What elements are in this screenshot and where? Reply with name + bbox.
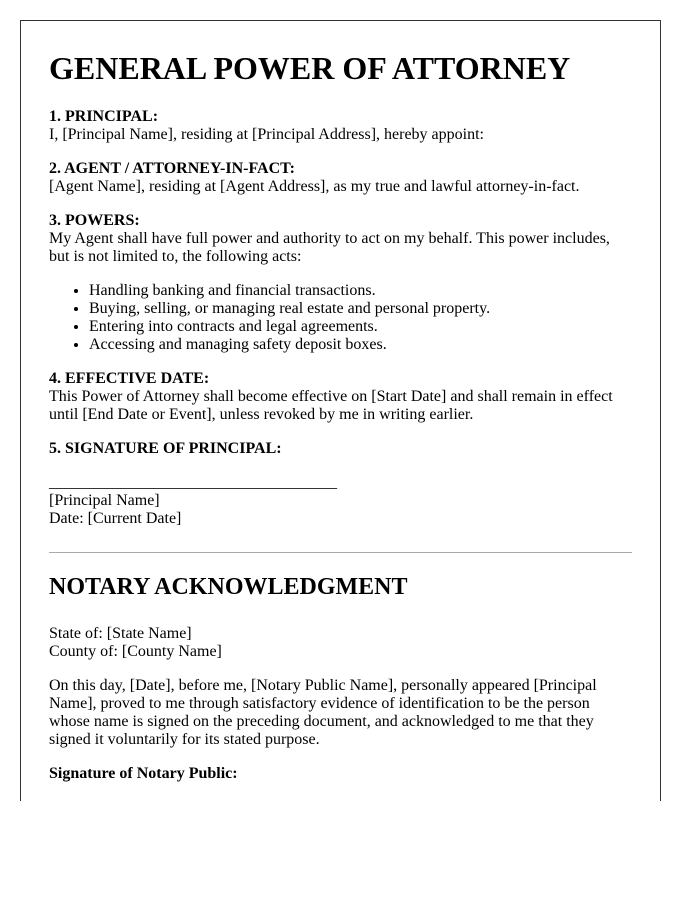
principal-signature-line: ____________________________________ (49, 474, 337, 491)
section-principal (49, 108, 632, 144)
section-effective-date-heading: 4. EFFECTIVE DATE: (49, 370, 210, 387)
notary-title: NOTARY ACKNOWLEDGMENT (49, 574, 408, 600)
signature-date: Date: [Current Date] (49, 510, 182, 527)
notary-signature-label: Signature of Notary Public: (49, 765, 238, 782)
principal-name: [Principal Name] (49, 492, 160, 509)
notary-signature (49, 765, 632, 783)
section-powers-heading: 3. POWERS: (49, 212, 140, 229)
document-page (20, 20, 661, 801)
section-principal-heading: 1. PRINCIPAL: (49, 108, 159, 125)
notary-location (49, 625, 632, 661)
document-title: GENERAL POWER OF ATTORNEY (49, 50, 571, 86)
section-agent-text: [Agent Name], residing at [Agent Address], as my true and lawful attorney-in-fact. (49, 178, 580, 195)
principal-signature-block (49, 474, 632, 528)
powers-list (49, 282, 632, 354)
section-powers (49, 212, 632, 266)
notary-state: State of: [State Name] (49, 625, 192, 642)
section-signature (49, 440, 632, 458)
powers-list-item: • Buying, selling, or managing real estate and personal property. (89, 300, 632, 318)
section-signature-heading: 5. SIGNATURE OF PRINCIPAL: (49, 440, 282, 457)
powers-list-item: • Handling banking and financial transactions. (89, 282, 632, 300)
section-agent-heading: 2. AGENT / ATTORNEY-IN-FACT: (49, 160, 295, 177)
section-powers-text: My Agent shall have full power and authority to act on my behalf. This power includes, but is not limited to, the following acts: (49, 230, 610, 265)
notary-county: County of: [County Name] (49, 643, 222, 660)
section-agent (49, 160, 632, 196)
notary-statement: On this day, [Date], before me, [Notary Public Name], personally appeared [Principal Name], proved to me through satisfactory evidence of identification to be the person whose name is signed on the preceding document, and acknowledged to me that they signed it voluntarily for its stated purpose. (49, 677, 597, 748)
powers-list-item: • Accessing and managing safety deposit boxes. (89, 336, 632, 354)
section-effective-date (49, 370, 632, 424)
section-principal-text: I, [Principal Name], residing at [Principal Address], hereby appoint: (49, 126, 484, 143)
section-effective-date-text: This Power of Attorney shall become effective on [Start Date] and shall remain in effect until [End Date or Event], unless revoked by me in writing earlier. (49, 388, 613, 423)
powers-list-item: • Entering into contracts and legal agreements. (89, 318, 632, 336)
section-divider (49, 552, 632, 553)
